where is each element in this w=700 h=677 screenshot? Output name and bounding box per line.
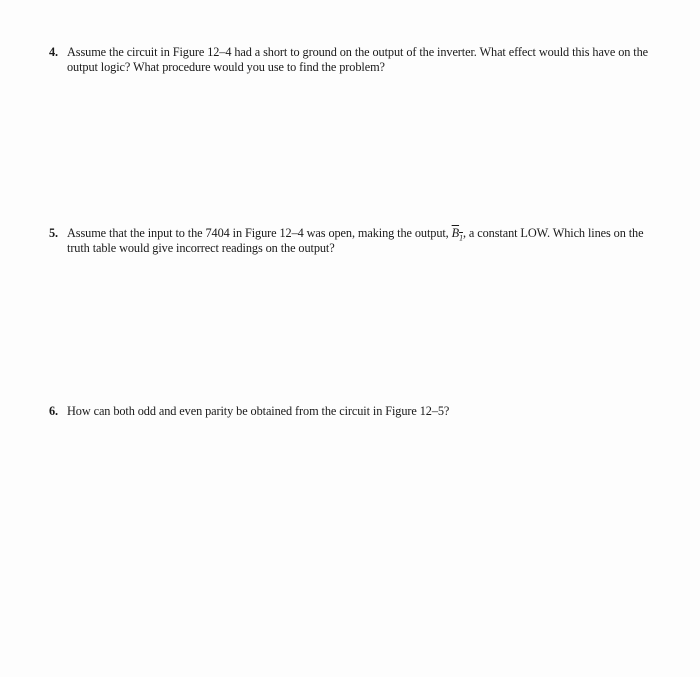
symbol-subscript: 1 xyxy=(459,233,463,243)
question-text: Assume the circuit in Figure 12–4 had a short to ground on the output of the inverter. What effect would this have on the output logic? What procedure would you use to find the problem? xyxy=(67,45,648,74)
question-text xyxy=(67,226,659,256)
symbol-letter: B xyxy=(451,226,460,240)
question-4 xyxy=(49,45,659,75)
question-number: 6. xyxy=(49,404,59,418)
question-text-before: Assume that the input to the 7404 in Figure 12–4 was open, making the output, xyxy=(67,226,452,240)
question-number: 5. xyxy=(49,226,59,240)
question-text-after: , a constant LOW. Which lines on the truth table would give incorrect readings on the output? xyxy=(67,226,644,255)
b1-complement-symbol xyxy=(451,226,463,243)
question-5 xyxy=(49,226,659,256)
question-text: How can both odd and even parity be obtained from the circuit in Figure 12–5? xyxy=(67,404,450,418)
question-number: 4. xyxy=(49,45,59,59)
question-6 xyxy=(49,404,659,419)
